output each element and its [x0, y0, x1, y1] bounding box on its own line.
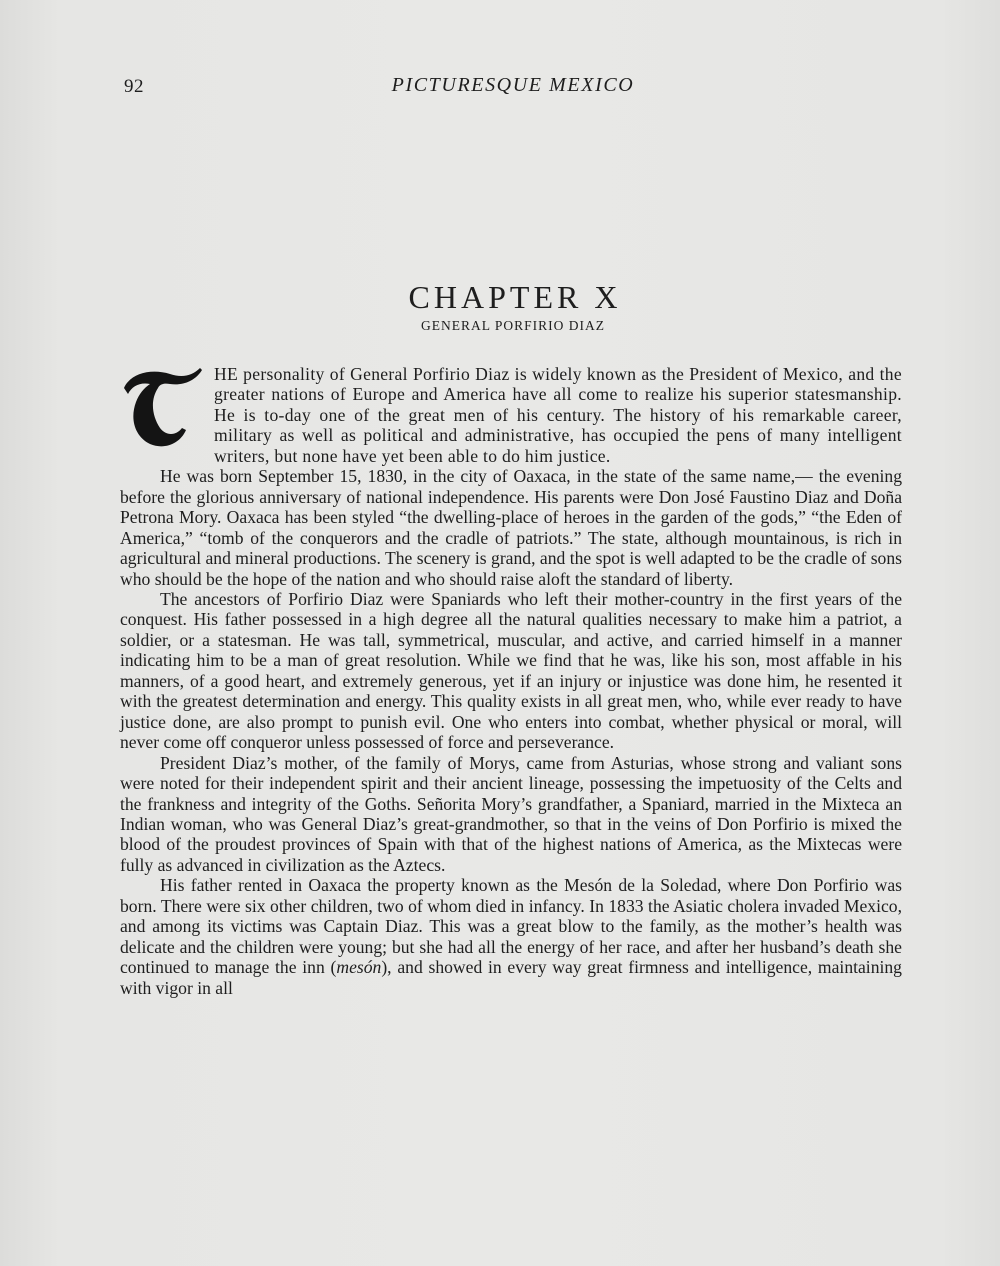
paragraph-1-text: HE personality of General Porfirio Diaz is widely known as the President of Mexico, and the greater nations of Europe and America have all come to realize his superior statesmanship. He is to-day one of the great men of his century. The history of his remarkable career, military as well as political and administrative, has occupied the pens of many intelligent writers, but none have yet been able to do him justice.: [214, 364, 902, 466]
chapter-subtitle: GENERAL PORFIRIO DIAZ: [421, 318, 605, 333]
dropcap-t-ornament: [120, 366, 204, 450]
chapter-title: CHAPTER X: [408, 279, 622, 316]
dropcap-glyph: [120, 366, 204, 450]
chapter-body: [120, 364, 902, 998]
paragraph-4: President Diaz’s mother, of the family of Morys, came from Asturias, whose strong and valiant sons were noted for their independent spirit and their ancient lineage, possessing the impetuosity of the Celts and the frankness and integrity of the Goths. Señorita Mory’s grandfather, a Spaniard, married in the Mixteca an Indian woman, who was General Diaz’s great-grandmother, so that in the veins of Don Porfirio is mixed the blood of the proudest provinces of Spain with that of the highest nations of America, as the Mixtecas were fully as advanced in civilization as the Aztecs.: [120, 752, 902, 875]
running-title: PICTURESQUE MEXICO: [391, 74, 635, 96]
paragraph-1: [120, 364, 902, 466]
paragraph-5-end: ), and showed in every way great firmness and intelligence, maintaining with vigor in all: [120, 957, 902, 998]
paragraph-3: The ancestors of Porfirio Diaz were Spaniards who left their mother-country in the first years of the conquest. His father possessed in a high degree all the natural qualities necessary to make him a patriot, a soldier, or a statesman. He was tall, symmetrical, muscular, and active, and carried himself in a manner indicating him to be a man of great resolution. While we find that he was, like his son, most affable in his manners, of a good heart, and extremely generous, yet if an injury or injustice was done him, he resented it with the greatest determination and energy. This quality exists in all great men, who, while ever ready to have justice done, are also prompt to punish evil. One who enters into combat, whether physical or moral, will never come off conqueror unless possessed of force and perseverance.: [120, 588, 902, 753]
paragraph-5: [120, 875, 902, 998]
paragraph-2: He was born September 15, 1830, in the city of Oaxaca, in the state of the same name,— the evening before the glorious anniversary of national independence. His parents were Don José Faustino Diaz and Doña Petrona Mory. Oaxaca has been styled “the dwelling-place of heroes in the garden of the gods,” “the Eden of America,” “tomb of the conquerors and the cradle of patriots.” The state, although mountainous, is rich in agricultural and mineral productions. The scenery is grand, and the spot is well adapted to be the cradle of sons who should be the hope of the nation and who should raise aloft the standard of liberty.: [120, 466, 902, 589]
paragraph-5-start: His father rented in Oaxaca the property known as the Mesón de la Soledad, where Don Porfirio was born. There were six other children, two of whom died in infancy. In 1833 the Asiatic cholera invaded Mexico, and among its victims was Captain Diaz. This was a great blow to the family, as the mother’s health was delicate and the children were young; but she had all the energy of her race, and after her husband’s death she continued to manage the inn (: [120, 875, 902, 978]
paragraph-5-italic-term: mesón: [336, 957, 382, 978]
page-number: 92: [124, 76, 144, 97]
